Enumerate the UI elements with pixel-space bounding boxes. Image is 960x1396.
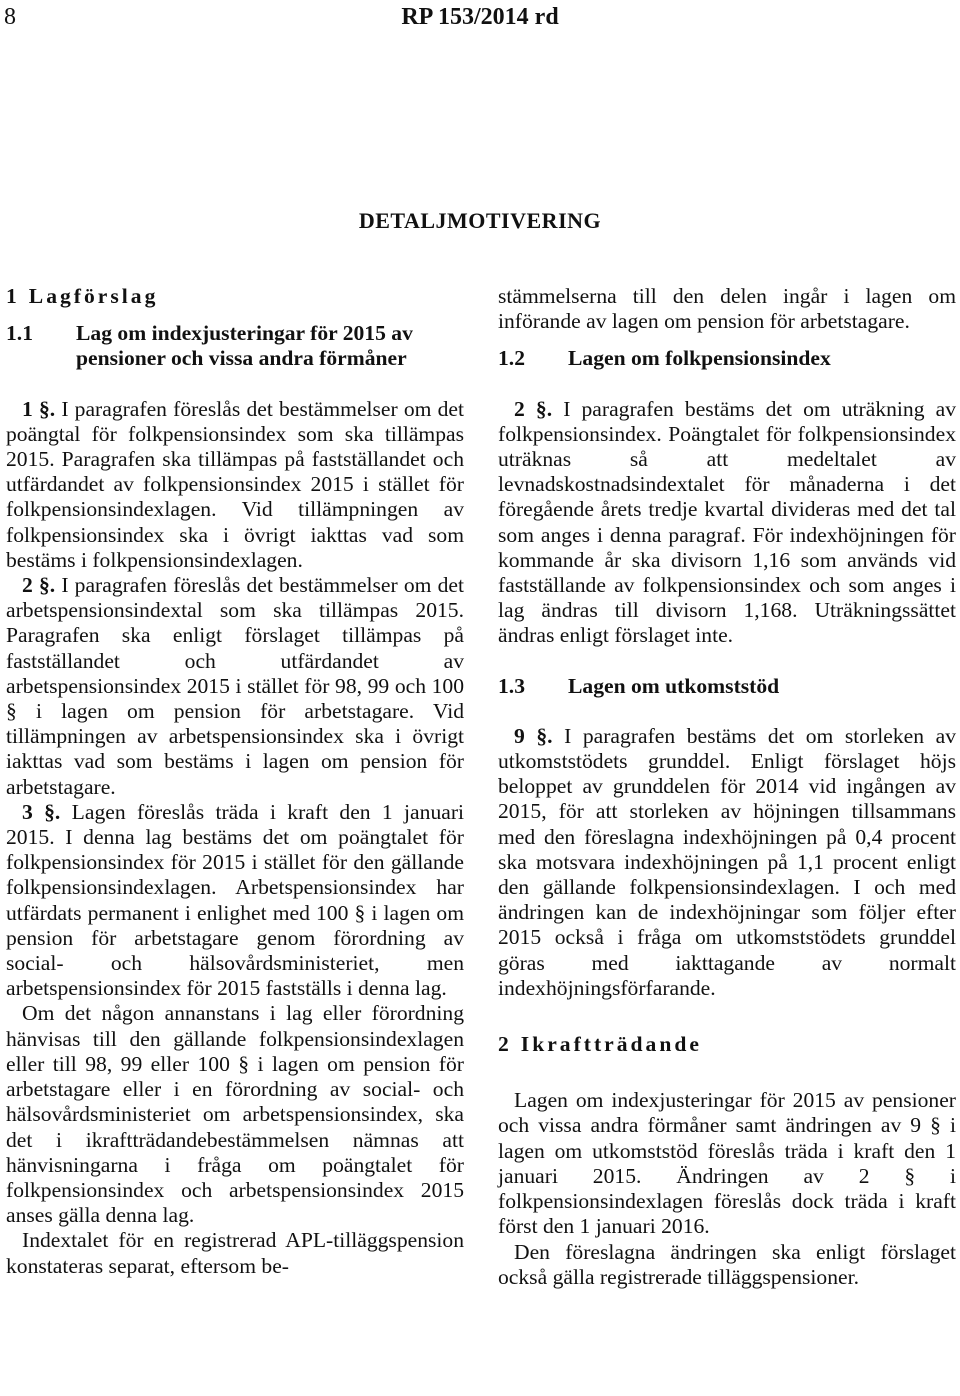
paragraph-text: I paragrafen bestäms det om uträkning av folkpensionsindex. Poängtalet för folkpensionsindex uträknas så att medeltalet av levnadskostnadsindextalet för månaderna i det föregående årets tredje kvartal divideras med det tal som anges i denna paragraf. För indexhöjningen för kommande år ska divisorn 1,16 som används vid fastställande av folkpensionsindex och som anges i lag ändras till divisorn 1,168. Uträkningssättet ändras enligt förslaget inte. [498,396,957,648]
subsection-title: Lag om indexjusteringar för 2015 av pensioner och vissa andra förmåner [76,321,413,371]
section-ref: 1 §. [22,396,56,421]
paragraph-text: I paragrafen bestäms det om storleken av utkomststödets grunddel. Enligt förslaget höjs beloppet av grunddelen för 2014 vid ingången av 2015, för att storleken av höjningen tillsammans med den föreslagna indexhöjningen på 0,4 procent ska motsvara indexhöjningen på 1,1 procent enligt den gällande folkpensionsindexlagen. I och med ändringen kan de indexhöjningar som följer efter 2015 också i fråga om utkomststödets grunddel göras med iakttagande av normalt indexhöjningsförfarande. [498,723,956,1000]
section-number: 2 [498,1032,509,1057]
subsection-number: 1.2 [498,346,525,371]
section-heading-lagforslag [6,284,464,309]
section-title: Lagförslag [28,284,159,308]
paragraph-2-paragraf [6,573,464,800]
section-number: 1 [6,284,17,308]
left-column [6,284,464,1279]
subsection-title: Lagen om folkpensionsindex [568,346,831,371]
subsection-number: 1.1 [6,321,33,346]
paragraph-3-paragraf [6,800,464,1002]
paragraph-text: I paragrafen föreslås det bestämmelser om det arbetspensionsindextal som ska tillämpas 2015. Paragrafen ska enligt förslaget tillämpas på fastställandet och utfärdandet av arbetspensionsindex 2015 i stället för 98, 99 och 100 § i lagen om pension för arbetstagare. Vid tillämpningen av arbetspensionsindex ska i övrigt iakttas vad som bestäms i lagen om pension för arbetstagare. [6,573,465,799]
page-title: DETALJMOTIVERING [358,208,602,233]
paragraph-hanvisningar: Om det någon annanstans i lag eller förordning hänvisas till den gällande folkpensionsindexlagen eller till 98, 99 eller 100 § i lagen om pension för arbetstagare eller i en förordning av social- och hälsovårdsministeriet om arbetspensionsindex, ska det i ikraftträdandebestämmelsen nämnas att hänvisningarna i fråga om poängtalet för folkpensionsindex och arbetspensionsindex 2015 anses gälla denna lag. [6,1001,464,1228]
running-title: RP 153/2014 rd [401,4,559,30]
page-number: 8 [4,4,16,30]
paragraph-continuation: stämmelserna till den delen ingår i lagen om införande av lagen om pension för arbetstagare. [498,284,956,334]
paragraph-text: I paragrafen föreslås det bestämmelser om det poängtal för folkpensionsindex som ska tillämpas 2015. Paragrafen ska tillämpas på fastställandet och utfärdandet av folkpensionsindex 2015 i stället för folkpensionsindexlagen. Vid tillämpningen av folkpensionsindex ska i övrigt iakttas vad som bestäms i folkpensionsindexlagen. [6,396,465,572]
subsection-number: 1.3 [498,673,525,698]
paragraph-1-paragraf [6,397,464,573]
right-column [498,284,956,1290]
section-title: Ikraftträdande [520,1032,702,1057]
subsection-title: Lagen om utkomststöd [568,673,780,698]
paragraph-indextal: Indextalet för en registrerad APL-tilläggspension konstateras separat, eftersom be- [6,1228,464,1278]
paragraph-ikrafttradande: Lagen om indexjusteringar för 2015 av pensioner och vissa andra förmåner samt ändringen av 9 § i lagen om utkomststöd föreslås träda i kraft den 1 januari 2015. Ändringen av 2 § i folkpensionsindexlagen föreslås dock träda i kraft först den 1 januari 2016. [498,1088,956,1239]
section-ref: 9 §. [514,723,553,748]
section-ref: 3 §. [22,799,61,824]
subsection-heading-1-2 [498,346,956,371]
paragraph-folkpensionsindex [498,397,956,649]
section-heading-ikrafttradande [498,1032,956,1057]
paragraph-text: Lagen föreslås träda i kraft den 1 januari 2015. I denna lag bestäms det om poängtalet för folkpensionsindex för 2015 i stället för den gällande folkpensionsindexlagen. Arbetspensionsindex har utfärdats permanent i enlighet med 100 § i lagen om pension för arbetstagare genom förordning av social- och hälsovårdsministeriet, men arbetspensionsindex för 2015 fastställs i denna lag. [6,799,465,1001]
section-ref: 2 §. [514,396,553,421]
paragraph-tillaggspensioner: Den föreslagna ändringen ska enligt förslaget också gälla registrerade tilläggspensioner. [498,1239,956,1289]
subsection-heading-1-3 [498,674,956,699]
subsection-heading-1-1 [6,321,464,371]
section-ref: 2 §. [22,573,56,598]
paragraph-utkomststod [498,724,956,1001]
